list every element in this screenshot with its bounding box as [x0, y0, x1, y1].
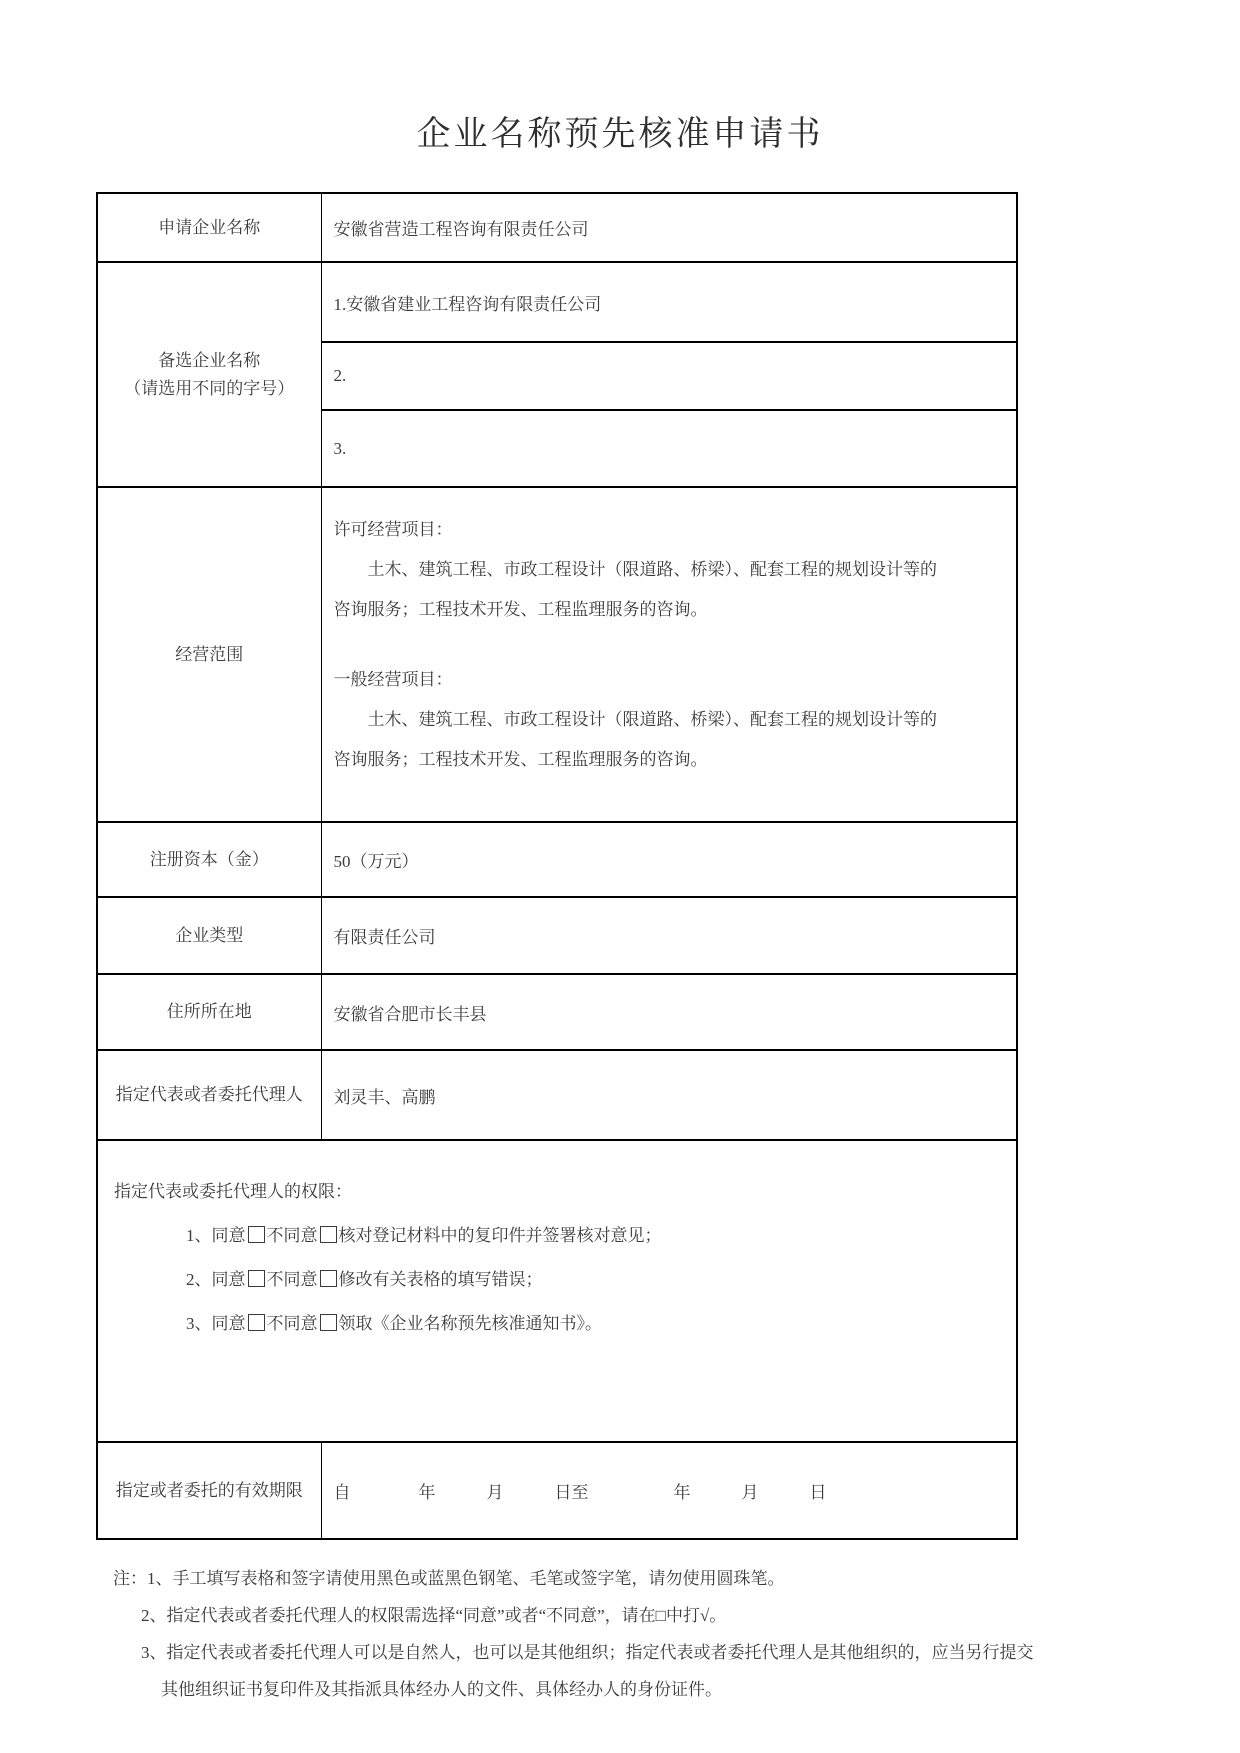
agent-authority-title: 指定代表或委托代理人的权限： — [114, 1182, 352, 1201]
agent-authority-cell — [97, 1140, 1017, 1442]
business-scope-label: 经营范围 — [97, 487, 321, 822]
validity-period-value[interactable]: 自 年 月 日至 年 月 日 — [321, 1442, 1017, 1539]
authority-item-2-disagree-checkbox[interactable] — [320, 1270, 337, 1287]
authority-item-3-agree-checkbox[interactable] — [248, 1314, 265, 1331]
general-scope-title: 一般经营项目： — [333, 670, 453, 689]
alternative-name-1-value[interactable]: 1.安徽省建业工程咨询有限责任公司 — [321, 262, 1017, 342]
alternative-name-3-value[interactable]: 3. — [321, 410, 1017, 487]
authority-item-1-agree-checkbox[interactable] — [248, 1226, 265, 1243]
business-scope-value[interactable] — [321, 487, 1017, 822]
authority-item-1 — [114, 1225, 1006, 1247]
licensed-scope-line2: 咨询服务；工程技术开发、工程监理服务的咨询。 — [333, 600, 708, 619]
licensed-scope-line1: 土木、建筑工程、市政工程设计（限道路、桥梁）、配套工程的规划设计等的 — [333, 560, 937, 579]
row-business-scope — [97, 487, 1017, 822]
enterprise-type-label: 企业类型 — [97, 897, 321, 974]
authority-item-3-agree-label: 同意 — [211, 1314, 246, 1333]
alternative-names-label — [97, 262, 321, 487]
row-applied-name — [97, 193, 1017, 262]
row-agent-authority — [97, 1140, 1017, 1442]
alternative-name-2-value[interactable]: 2. — [321, 342, 1017, 410]
authority-item-3-disagree-label: 不同意 — [266, 1314, 318, 1333]
authority-item-2-text: 修改有关表格的填写错误； — [338, 1270, 543, 1289]
alternative-names-label-line1: 备选企业名称 — [158, 350, 261, 370]
general-scope-line1: 土木、建筑工程、市政工程设计（限道路、桥梁）、配套工程的规划设计等的 — [333, 710, 937, 729]
applied-name-value[interactable]: 安徽省营造工程咨询有限责任公司 — [321, 193, 1017, 262]
agents-label: 指定代表或者委托代理人 — [97, 1050, 321, 1140]
row-validity-period — [97, 1442, 1017, 1539]
registered-capital-value[interactable]: 50（万元） — [321, 822, 1017, 897]
authority-item-3-text: 领取《企业名称预先核准通知书》。 — [338, 1314, 602, 1333]
row-address — [97, 974, 1017, 1050]
address-label: 住所所在地 — [97, 974, 321, 1050]
page-title: 企业名称预先核准申请书 — [416, 116, 824, 153]
authority-item-2-agree-checkbox[interactable] — [248, 1270, 265, 1287]
authority-item-1-disagree-checkbox[interactable] — [320, 1226, 337, 1243]
alternative-names-label-line2: （请选用不同的字号） — [124, 378, 295, 398]
authority-item-3-number: 3、 — [186, 1314, 212, 1333]
row-enterprise-type — [97, 897, 1017, 974]
authority-item-2 — [114, 1269, 1006, 1291]
authority-item-2-disagree-label: 不同意 — [266, 1270, 318, 1289]
footer-notes — [113, 1560, 1240, 1708]
authority-item-1-agree-label: 同意 — [211, 1226, 246, 1245]
note-line-1: 注：1、手工填写表格和签字请使用黑色或蓝黑色钢笔、毛笔或签字笔，请勿使用圆珠笔。 — [113, 1569, 785, 1588]
authority-item-2-agree-label: 同意 — [211, 1270, 246, 1289]
authority-item-3-disagree-checkbox[interactable] — [320, 1314, 337, 1331]
row-agents — [97, 1050, 1017, 1140]
row-registered-capital — [97, 822, 1017, 897]
applied-name-label: 申请企业名称 — [97, 193, 321, 262]
row-alternative-name-1 — [97, 262, 1017, 342]
application-form-table — [96, 192, 1018, 1540]
authority-item-1-number: 1、 — [186, 1226, 212, 1245]
authority-item-1-disagree-label: 不同意 — [266, 1226, 318, 1245]
note-line-3: 3、指定代表或者委托代理人可以是自然人，也可以是其他组织；指定代表或者委托代理人是其他组织的，应当另行提交 — [141, 1643, 1034, 1662]
general-scope-line2: 咨询服务；工程技术开发、工程监理服务的咨询。 — [333, 750, 708, 769]
note-line-4: 其他组织证书复印件及其指派具体经办人的文件、具体经办人的身份证件。 — [161, 1680, 722, 1699]
authority-item-3 — [114, 1313, 1006, 1335]
authority-item-1-text: 核对登记材料中的复印件并签署核对意见； — [338, 1226, 662, 1245]
enterprise-type-value[interactable]: 有限责任公司 — [321, 897, 1017, 974]
licensed-scope-block — [334, 510, 1005, 630]
authority-item-2-number: 2、 — [186, 1270, 212, 1289]
general-scope-block — [334, 660, 1005, 780]
note-line-2: 2、指定代表或者委托代理人的权限需选择“同意”或者“不同意”，请在□中打√。 — [141, 1606, 727, 1625]
licensed-scope-title: 许可经营项目： — [333, 520, 453, 539]
validity-period-label: 指定或者委托的有效期限 — [97, 1442, 321, 1539]
agents-value[interactable]: 刘灵丰、高鹏 — [321, 1050, 1017, 1140]
registered-capital-label: 注册资本（金） — [97, 822, 321, 897]
address-value[interactable]: 安徽省合肥市长丰县 — [321, 974, 1017, 1050]
